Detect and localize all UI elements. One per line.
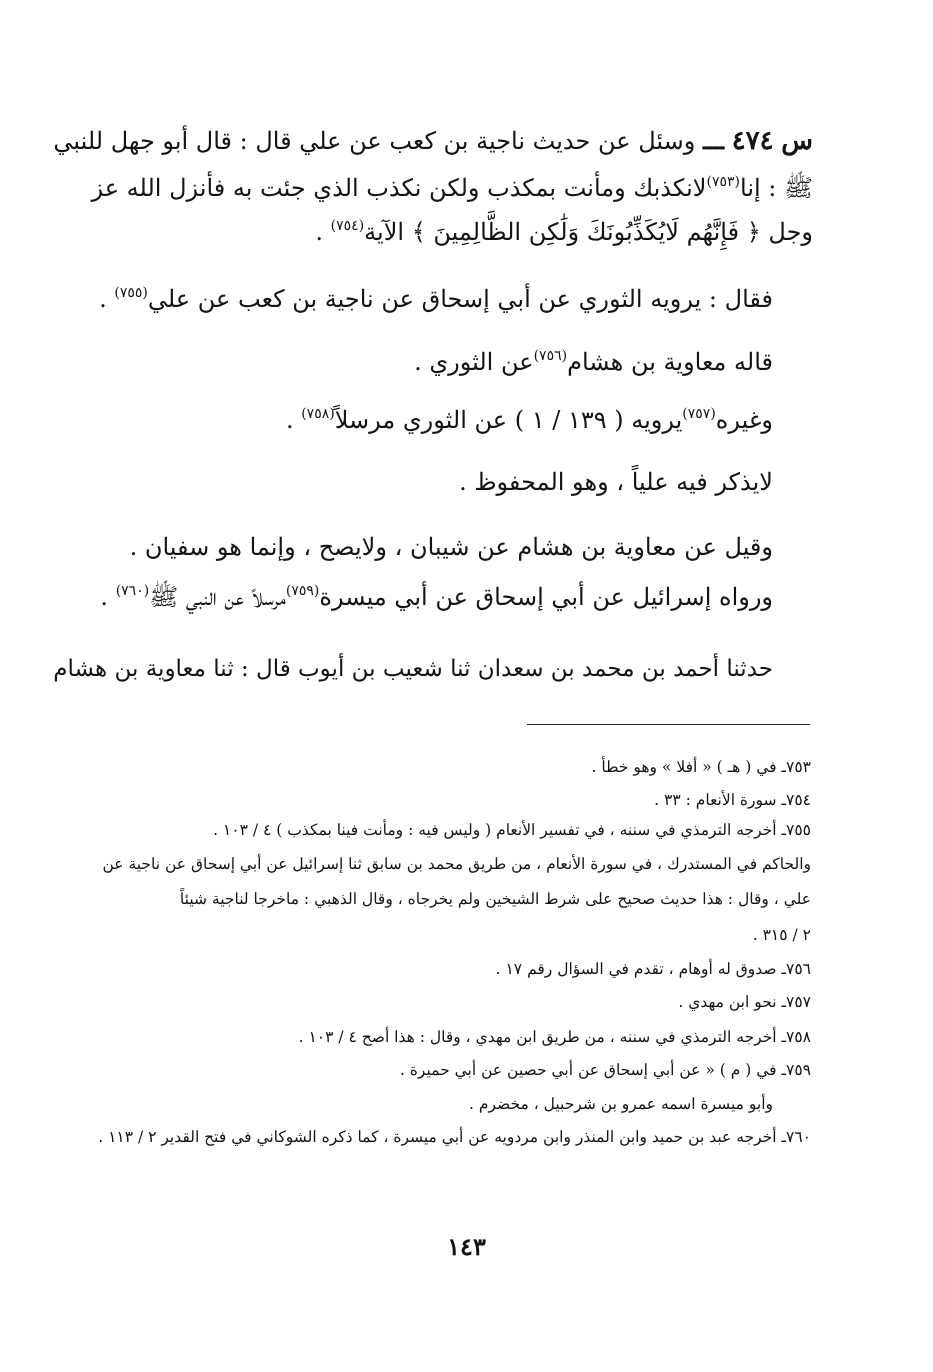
answer-text: حدثنا أحمد بن محمد بن سعدان ثنا شعيب بن أيوب قال : ثنا معاوية بن هشام (53, 656, 773, 682)
footnote-separator (527, 724, 810, 725)
answer-text: قاله معاوية بن هشام (567, 348, 773, 376)
quran-quote: وجل ﴿ فَإِنَّهُم لَايُكَذِّبُونَكَ وَلَٰكِن الظَّالِمِينَ ﴾ الآية (364, 218, 813, 246)
footnote-753: ٧٥٣ـ في ( هـ ) « أفلا » وهو خطأ . (591, 758, 811, 776)
footnote-ref: (٧٥٧) (682, 406, 716, 422)
footnote-759: ٧٥٩ـ في ( م ) « عن أبي إسحاق عن أبي حصين عن أبي حميرة . (399, 1061, 811, 1079)
answer-line-6 (100, 585, 773, 609)
question-text: لانكذبك ومأنت بمكذب ولكن نكذب الذي جئت به فأنزل الله عز (91, 174, 707, 202)
punctuation: . (99, 285, 115, 313)
question-dash: ـــ (702, 126, 725, 155)
footnote-760: ٧٦٠ـ أخرجه عبد بن حميد وابن المنذر وابن مردويه عن أبي ميسرة ، كما ذكره الشوكاني في فتح القدير ٢ / ١١٣ . (98, 1128, 811, 1146)
footnote-755-cont: والحاكم في المستدرك ، في سورة الأنعام ، من طريق محمد بن سابق ثنا إسرائيل عن أبي إسحاق عن ناجية عن (102, 855, 811, 873)
punctuation: . (315, 218, 331, 246)
punctuation: . (100, 583, 116, 611)
answer-text: وقيل عن معاوية بن هشام عن شيبان ، ولايصح ، وإنما هو سفيان . (129, 533, 773, 561)
question-line-2 (91, 176, 813, 200)
footnote-755-cont: علي ، وقال : هذا حديث صحيح على شرط الشيخين ولم يخرجاه ، وقال الذهبي : ماخرجا لناجية شيئاً (179, 890, 811, 908)
footnote-ref: (٧٥٦) (533, 348, 568, 364)
footnote-759-cont: وأبو ميسرة اسمه عمرو بن شرحبيل ، مخضرم . (469, 1095, 773, 1113)
question-text: ﷺ : إنا (740, 174, 813, 202)
footnote-ref: (٧٦٠) (115, 583, 150, 599)
answer-line-2 (414, 350, 773, 374)
answer-line-3 (286, 408, 773, 432)
answer-text: لايذكر فيه علياً ، وهو المحفوظ . (459, 468, 773, 496)
answer-line-1 (99, 287, 773, 311)
question-number: ٤٧٤ (731, 126, 774, 156)
answer-text: عن الثوري . (414, 348, 534, 376)
question-prefix: س (781, 126, 813, 156)
footnote-755: ٧٥٥ـ أخرجه الترمذي في سننه ، في تفسير الأنعام ( وليس فيه : ومأنت فينا بمكذب ) ٤ / ١٠٣ . (213, 821, 811, 839)
page-number: ١٤٣ (447, 1232, 486, 1261)
answer-text: ورواه إسرائيل عن أبي إسحاق عن أبي ميسرة (319, 583, 773, 611)
footnote-ref: (٧٥٩) (285, 583, 320, 599)
answer-line-7 (53, 658, 773, 681)
footnote-ref: (٧٥٤) (330, 218, 365, 234)
footnote-756: ٧٥٦ـ صدوق له أوهام ، تقدم في السؤال رقم ١٧ . (495, 960, 811, 978)
footnote-754: ٧٥٤ـ سورة الأنعام : ٣٣ . (654, 791, 811, 809)
question-line-1 (53, 128, 813, 154)
answer-text: مرسلاً عن النبي ﷺ (149, 583, 286, 611)
answer-line-4 (459, 470, 773, 494)
answer-text: وغيره (715, 406, 773, 434)
question-text: وسئل عن حديث ناجية بن كعب عن علي قال : قال أبو جهل للنبي (53, 127, 696, 155)
question-line-3 (315, 220, 813, 244)
answer-text: يرويه ( ١٣٩ / ١ ) عن الثوري مرسلاً (334, 406, 683, 434)
footnote-755-cont: ٢ / ٣١٥ . (752, 926, 811, 944)
punctuation: . (285, 406, 302, 434)
answer-text: فقال : يرويه الثوري عن أبي إسحاق عن ناجية بن كعب عن علي (147, 285, 773, 313)
footnote-ref: (٧٥٥) (114, 285, 148, 301)
footnote-ref: (٧٥٨) (301, 406, 335, 422)
footnote-758: ٧٥٨ـ أخرجه الترمذي في سننه ، من طريق ابن مهدي ، وقال : هذا أصح ٤ / ١٠٣ . (298, 1028, 811, 1046)
answer-line-5 (130, 535, 773, 559)
footnote-ref: (٧٥٣) (706, 174, 740, 190)
footnote-757: ٧٥٧ـ نحو ابن مهدي . (678, 993, 811, 1011)
